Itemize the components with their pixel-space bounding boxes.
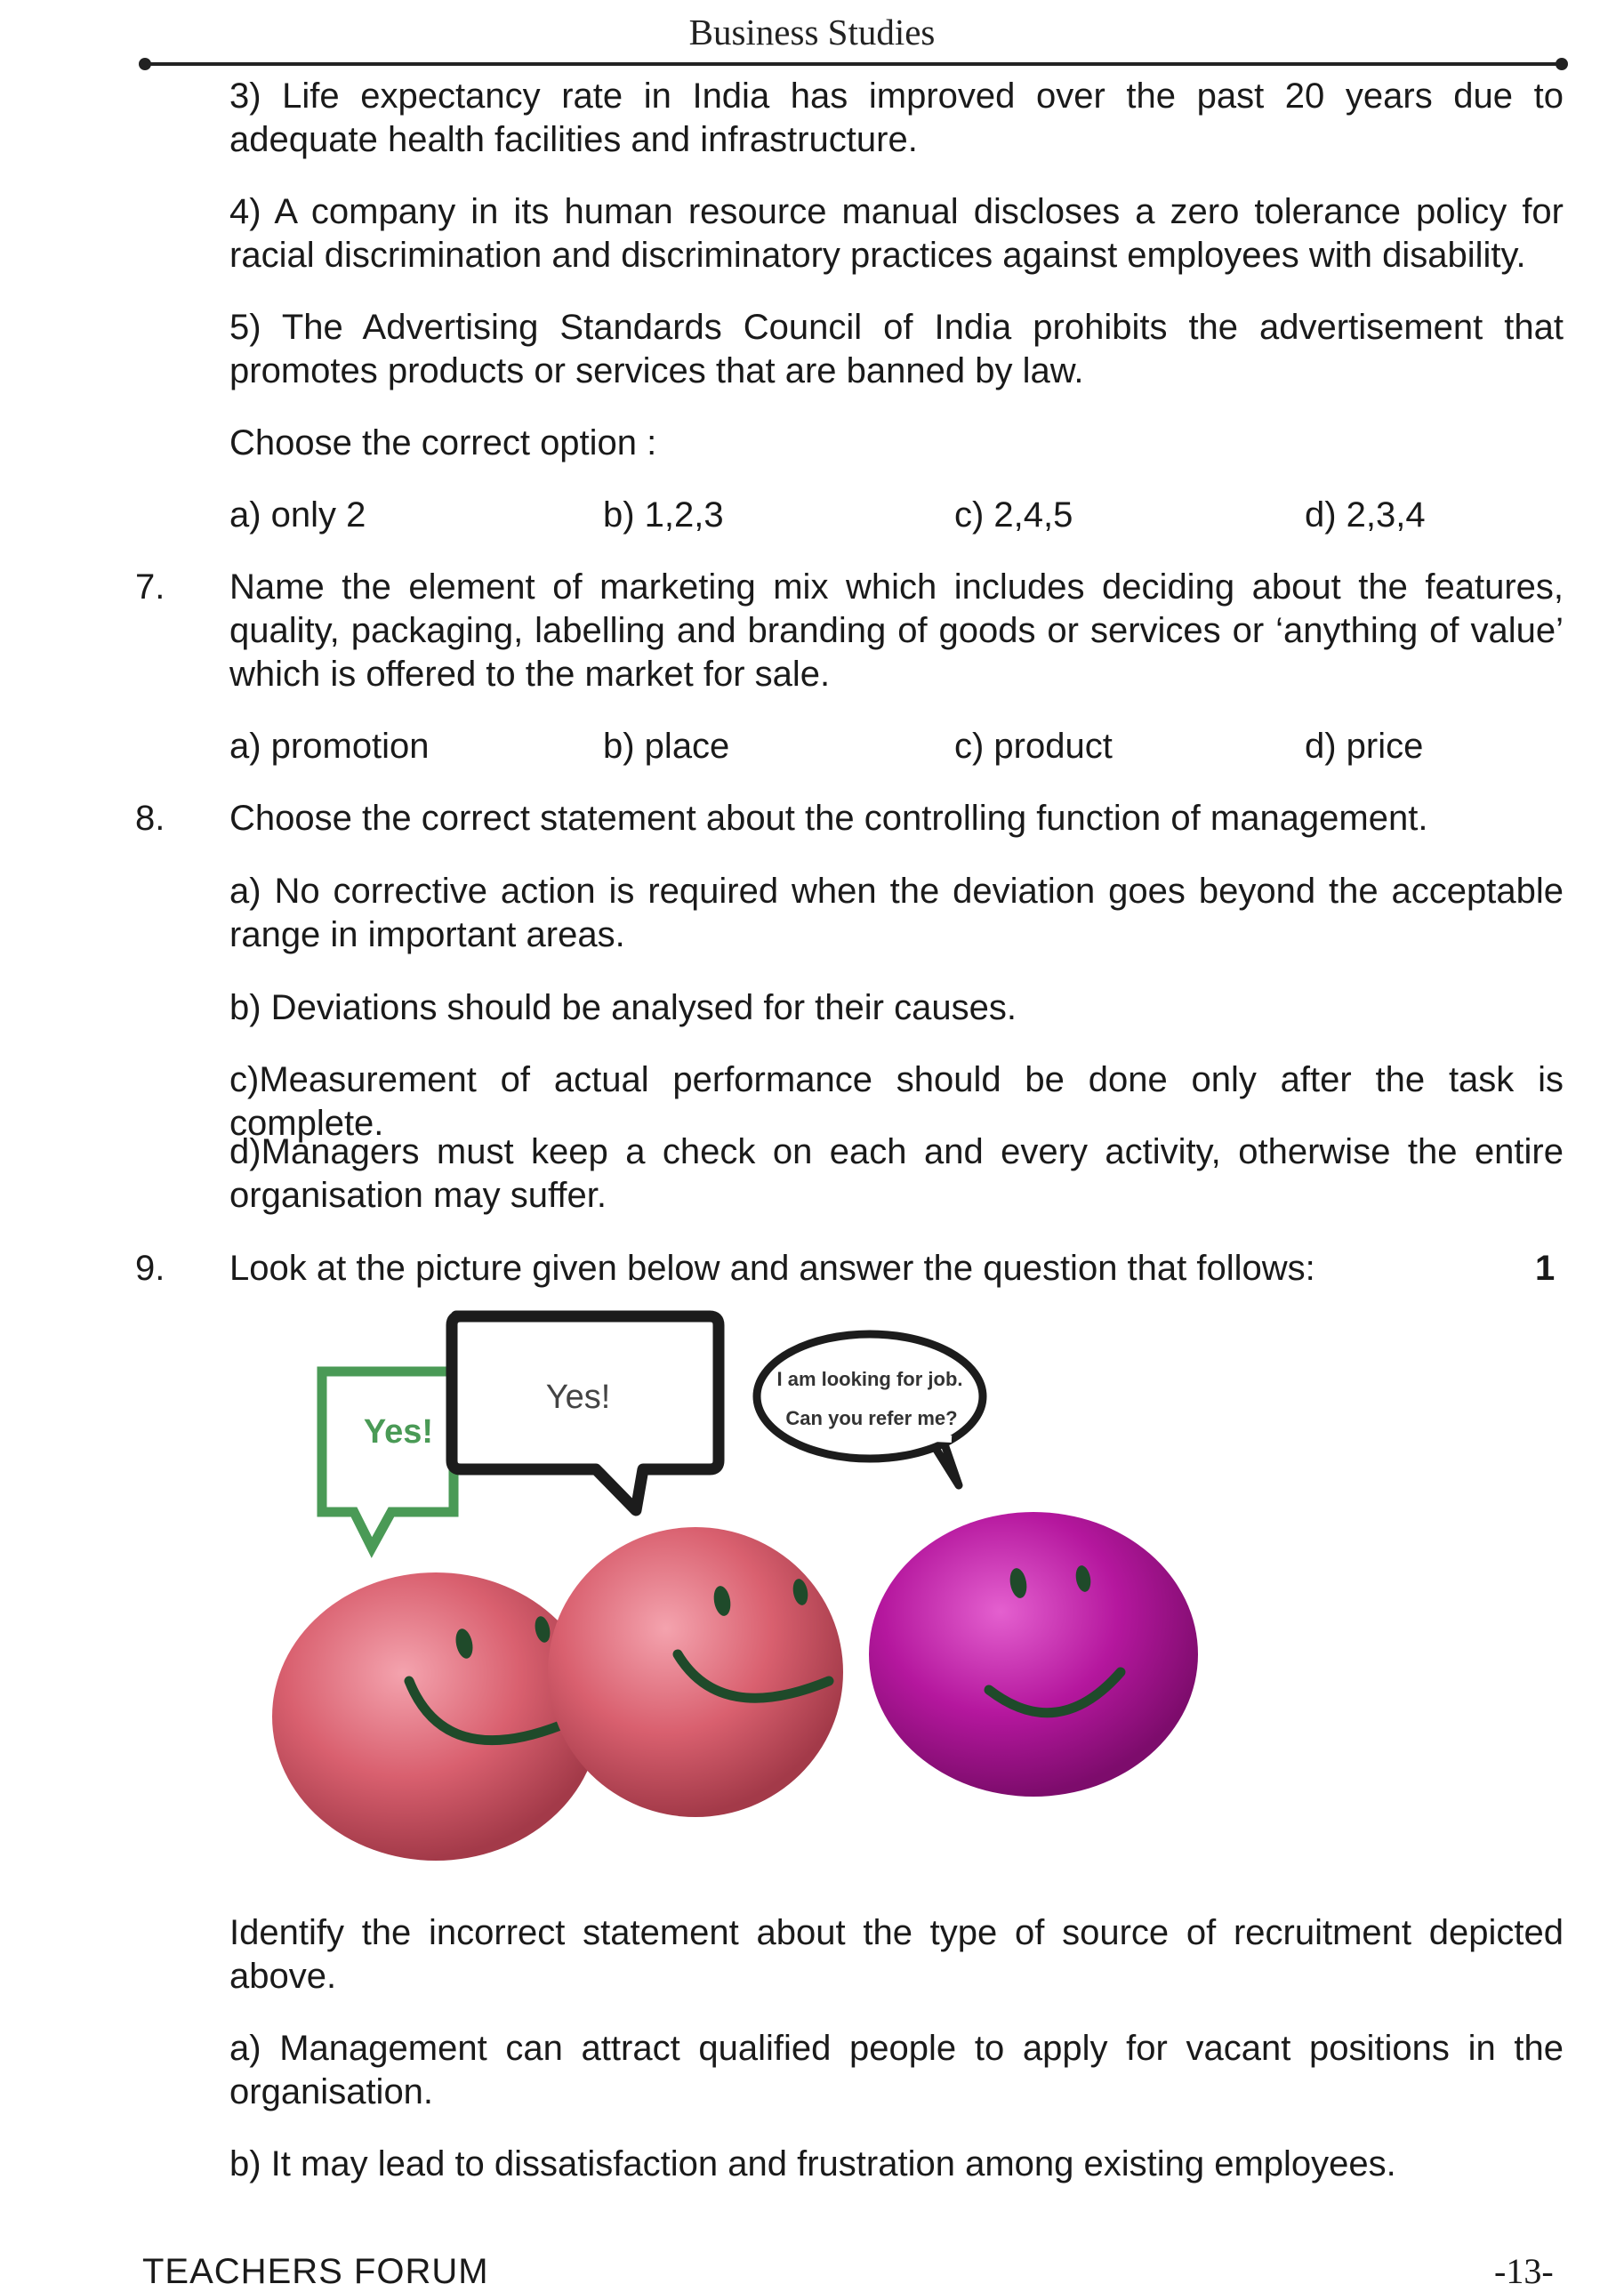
q7-option-d: d) price bbox=[1305, 727, 1424, 766]
statement-5: 5) The Advertising Standards Council of India prohibits the advertisement that promotes products or services that are banned by law. bbox=[229, 308, 1564, 390]
bubble-green-text: Yes! bbox=[363, 1413, 434, 1451]
statement-3: 3) Life expectancy rate in India has improved over the past 20 years due to adequate health facilities and infrastructure. bbox=[229, 76, 1564, 159]
smiley-magenta-right bbox=[869, 1512, 1198, 1797]
recruitment-illustration bbox=[267, 1307, 1325, 1868]
q9-number: 9. bbox=[135, 1249, 165, 1288]
q8-option-b: b) Deviations should be analysed for their causes. bbox=[229, 988, 1017, 1027]
q9-question: Identify the incorrect statement about the type of source of recruitment depicted above. bbox=[229, 1913, 1564, 1996]
q9-text: Look at the picture given below and answer the question that follows: bbox=[229, 1249, 1315, 1288]
q8-text: Choose the correct statement about the controlling function of management. bbox=[229, 799, 1428, 838]
q6-option-b: b) 1,2,3 bbox=[603, 495, 724, 535]
q8-option-a: a) No corrective action is required when the deviation goes beyond the acceptable range in important areas. bbox=[229, 872, 1564, 954]
q9-option-a: a) Management can attract qualified people to apply for vacant positions in the organisation. bbox=[229, 2029, 1564, 2111]
choose-prompt: Choose the correct option : bbox=[229, 423, 657, 462]
speech-bubble-right bbox=[757, 1334, 983, 1485]
q9-option-b: b) It may lead to dissatisfaction and frustration among existing employees. bbox=[229, 2144, 1396, 2183]
smiley-pink-left bbox=[272, 1572, 599, 1861]
page-number: -13- bbox=[1494, 2251, 1554, 2291]
q8-number: 8. bbox=[135, 799, 165, 838]
smiley-pink-middle bbox=[548, 1527, 843, 1817]
q7-option-b: b) place bbox=[603, 727, 730, 766]
speech-bubble-green bbox=[322, 1371, 454, 1548]
q8-option-c: c)Measurement of actual performance should be done only after the task is complete. bbox=[229, 1060, 1564, 1143]
q7-option-c: c) product bbox=[954, 727, 1113, 766]
q7-text: Name the element of marketing mix which includes deciding about the features, quality, packaging, labelling and branding of goods or services or ‘anything of value’ which is offered to the market for sale. bbox=[229, 567, 1564, 694]
q9-marks: 1 bbox=[1535, 1249, 1556, 1288]
header-rule-dot-right bbox=[1556, 58, 1568, 70]
bubble-right-line1: I am looking for job. bbox=[776, 1368, 963, 1390]
bubble-right-line2: Can you refer me? bbox=[785, 1407, 958, 1429]
q7-option-a: a) promotion bbox=[229, 727, 430, 766]
q6-option-c: c) 2,4,5 bbox=[954, 495, 1073, 535]
header-rule-dot-left bbox=[139, 58, 151, 70]
header-rule bbox=[145, 62, 1562, 66]
footer-publisher: TEACHERS FORUM bbox=[142, 2252, 489, 2291]
speech-bubble-black bbox=[452, 1316, 719, 1510]
q6-option-d: d) 2,3,4 bbox=[1305, 495, 1426, 535]
statement-4: 4) A company in its human resource manual discloses a zero tolerance policy for racial discrimination and discriminatory practices against employees with disability. bbox=[229, 192, 1564, 275]
q8-option-d: d)Managers must keep a check on each and every activity, otherwise the entire organisation may suffer. bbox=[229, 1132, 1564, 1215]
q7-number: 7. bbox=[135, 567, 165, 607]
running-header: Business Studies bbox=[688, 12, 936, 52]
bubble-black-text: Yes! bbox=[545, 1379, 611, 1416]
q6-option-a: a) only 2 bbox=[229, 495, 366, 535]
